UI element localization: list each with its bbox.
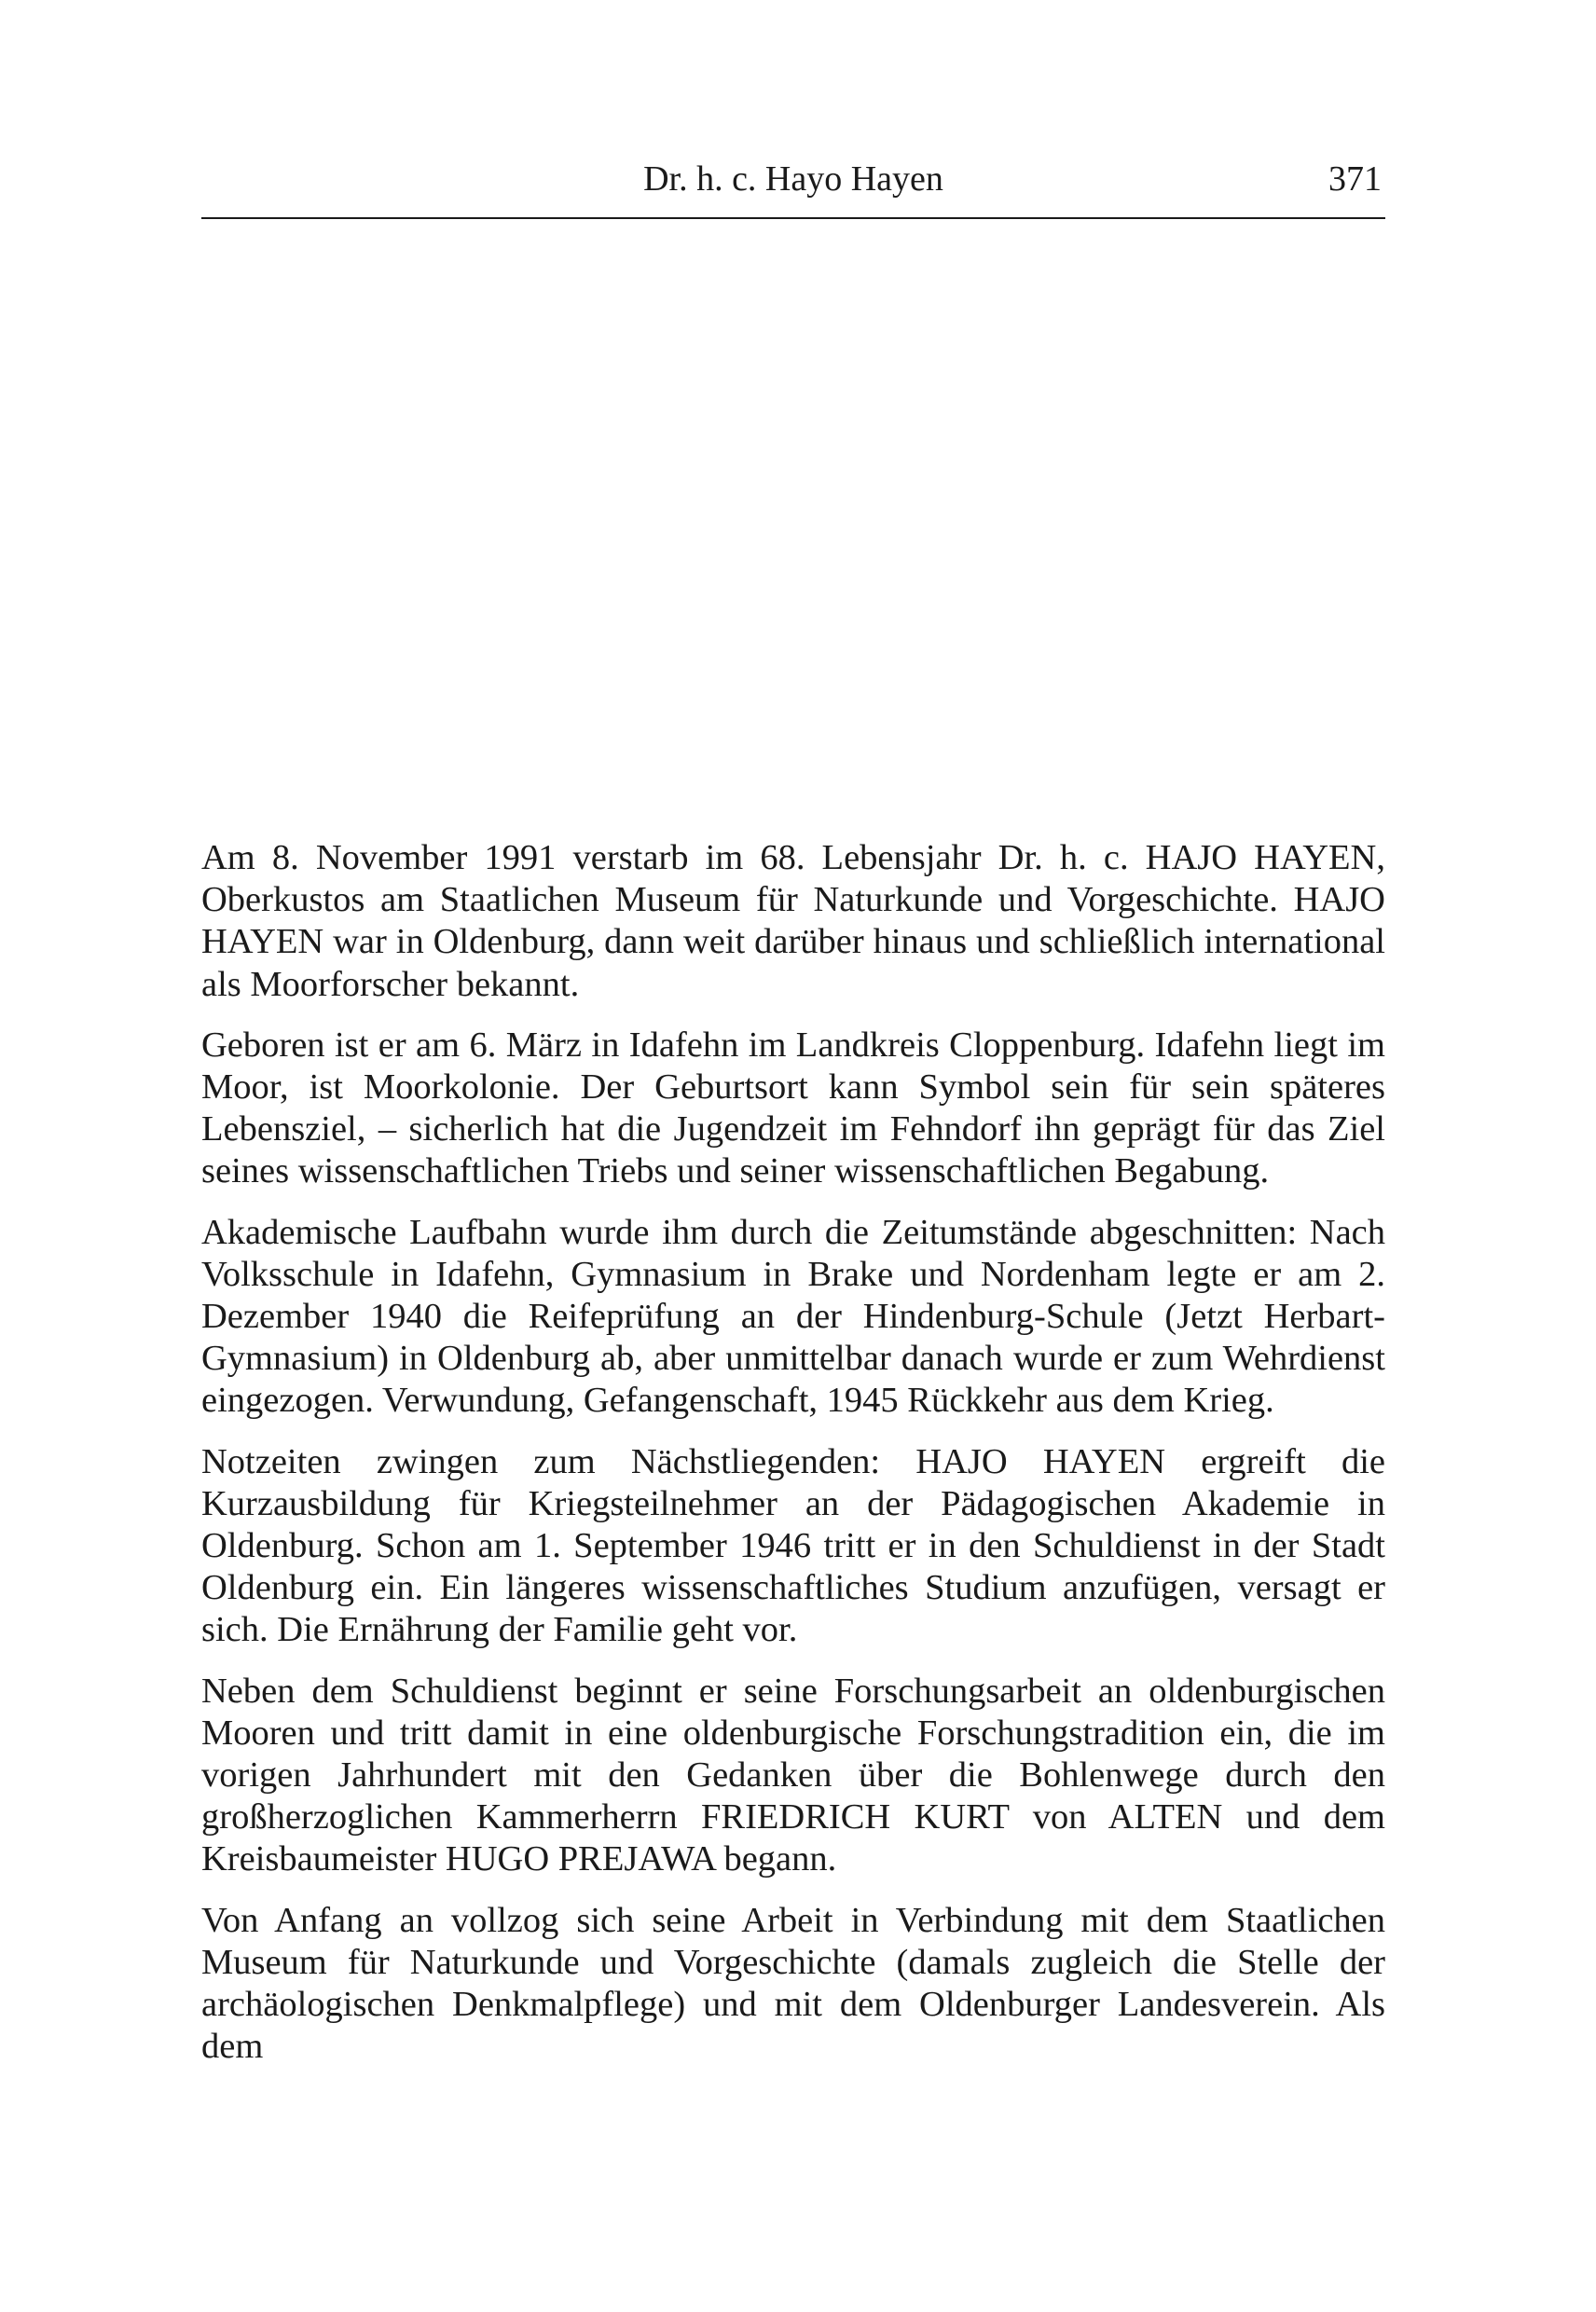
paragraph: Notzeiten zwingen zum Nächstliegenden: HAJO HAYEN ergreift die Kurzausbildung für Kriegsteilnehmer an der Pädagogischen Akademie in Oldenburg. Schon am 1. September 1946 tritt er in den Schuldienst in der Stadt Oldenburg ein. Ein längeres wissenschaftliches Studium anzufügen, versagt er sich. Die Ernährung der Familie geht vor. bbox=[201, 1441, 1385, 1650]
paragraph: Akademische Laufbahn wurde ihm durch die Zeitumstände abgeschnitten: Nach Volksschule in Idafehn, Gymnasium in Brake und Nordenham legte er am 2. Dezember 1940 die Reifeprüfung an der Hindenburg-Schule (Jetzt Herbart-Gymnasium) in Oldenburg ab, aber unmittelbar danach wurde er zum Wehrdienst eingezogen. Verwundung, Gefangenschaft, 1945 Rückkehr aus dem Krieg. bbox=[201, 1212, 1385, 1421]
body-text bbox=[201, 837, 1385, 2068]
running-head bbox=[201, 153, 1385, 205]
running-head-title: Dr. h. c. Hayo Hayen bbox=[643, 159, 943, 199]
header-rule bbox=[201, 217, 1385, 219]
paragraph: Neben dem Schuldienst beginnt er seine Forschungsarbeit an oldenburgischen Mooren und tritt damit in eine oldenburgische Forschungstradition ein, die im vorigen Jahrhundert mit den Gedanken über die Bohlenwege durch den großherzoglichen Kammerherrn FRIEDRICH KURT von ALTEN und dem Kreisbaumeister HUGO PREJAWA begann. bbox=[201, 1671, 1385, 1879]
paragraph: Von Anfang an vollzog sich seine Arbeit in Verbindung mit dem Staatlichen Museum für Naturkunde und Vorgeschichte (damals zugleich die Stelle der archäologischen Denkmalpflege) und mit dem Oldenburger Landesverein. Als dem bbox=[201, 1900, 1385, 2067]
page-number: 371 bbox=[1328, 159, 1382, 199]
paragraph: Geboren ist er am 6. März in Idafehn im Landkreis Cloppenburg. Idafehn liegt im Moor, ist Moorkolonie. Der Geburtsort kann Symbol sein für sein späteres Lebensziel, – sicherlich hat die Jugendzeit im Fehndorf ihn geprägt für das Ziel seines wissenschaftlichen Triebs und seiner wissenschaftlichen Begabung. bbox=[201, 1025, 1385, 1191]
paragraph: Am 8. November 1991 verstarb im 68. Lebensjahr Dr. h. c. HAJO HAYEN, Oberkustos am Staatlichen Museum für Naturkunde und Vorgeschichte. HAJO HAYEN war in Oldenburg, dann weit darüber hinaus und schließlich international als Moorforscher bekannt. bbox=[201, 838, 1385, 1004]
